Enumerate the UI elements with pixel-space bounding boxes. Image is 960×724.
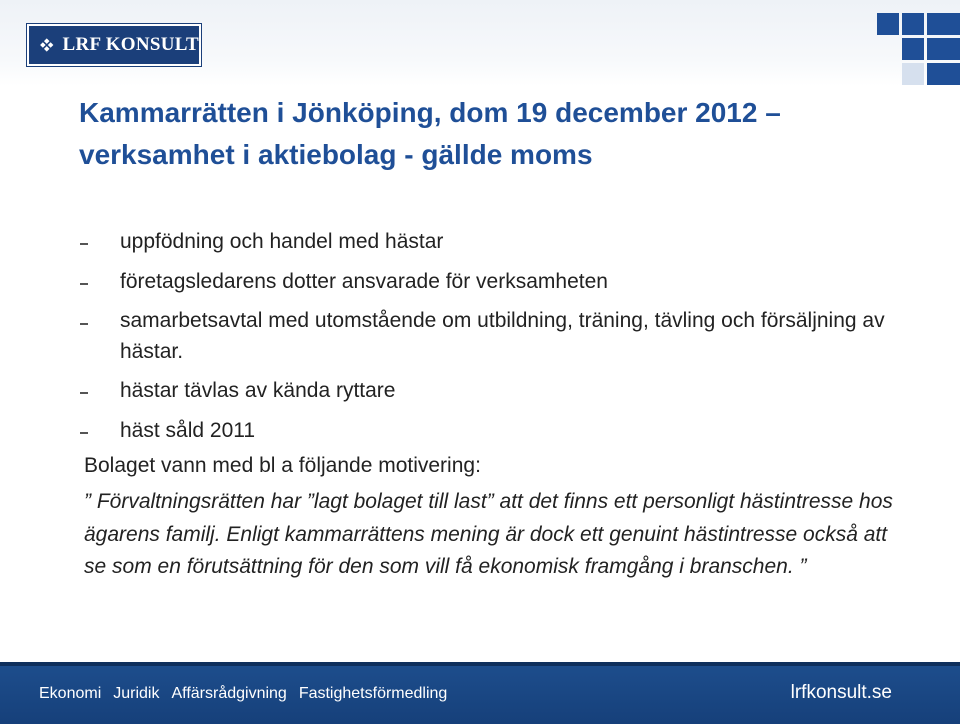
- footer-links: [39, 685, 447, 703]
- list-item: [80, 414, 900, 447]
- list-item: [80, 374, 900, 407]
- list-item-text: samarbetsavtal med utomstående om utbildning, träning, tävling och försäljning av hästar.: [120, 309, 885, 363]
- footer-link-affarsradgivning[interactable]: Affärsrådgivning: [171, 685, 287, 702]
- bullet-list: [80, 225, 900, 447]
- list-item-text: häst såld 2011: [120, 419, 256, 442]
- statement-text: Bolaget vann med bl a följande motivering:: [84, 454, 481, 477]
- lrf-emblem-icon: [35, 30, 58, 60]
- footer-link-ekonomi[interactable]: Ekonomi: [39, 685, 102, 702]
- footer-site-link[interactable]: lrfkonsult.se: [790, 682, 892, 703]
- list-item: [80, 265, 900, 298]
- footer-bar: [0, 662, 960, 724]
- corner-squares-icon: [860, 0, 960, 90]
- dash-bullet-icon: [80, 323, 88, 325]
- title-line-1: Kammarrätten i Jönköping, dom 19 december 2012 –: [79, 97, 781, 128]
- dash-bullet-icon: [80, 283, 88, 285]
- list-item-text: hästar tävlas av kända ryttare: [120, 379, 396, 402]
- slide-title: [79, 92, 919, 176]
- list-item: [80, 225, 900, 258]
- lrf-konsult-logo[interactable]: [27, 24, 201, 66]
- quote-text: ” Förvaltningsrätten har ”lagt bolaget till last” att det finns ett personligt hästintresse hos ägarens familj. Enligt kammarrättens mening är dock ett genuint hästintresse också att se som en förutsättning för den som vill få ekonomisk framgång i branschen. ”: [84, 490, 893, 578]
- footer-link-juridik[interactable]: Juridik: [113, 685, 160, 702]
- dash-bullet-icon: [80, 392, 88, 394]
- dash-bullet-icon: [80, 243, 88, 245]
- list-item-text: företagsledarens dotter ansvarade för verksamheten: [120, 270, 608, 293]
- logo-text: LRF KONSULT: [62, 34, 199, 55]
- list-item-text: uppfödning och handel med hästar: [120, 230, 444, 253]
- dash-bullet-icon: [80, 432, 88, 434]
- title-line-2: verksamhet i aktiebolag - gällde moms: [79, 139, 593, 170]
- list-item: [80, 305, 900, 367]
- footer-link-fastighetsformedling[interactable]: Fastighetsförmedling: [298, 685, 448, 702]
